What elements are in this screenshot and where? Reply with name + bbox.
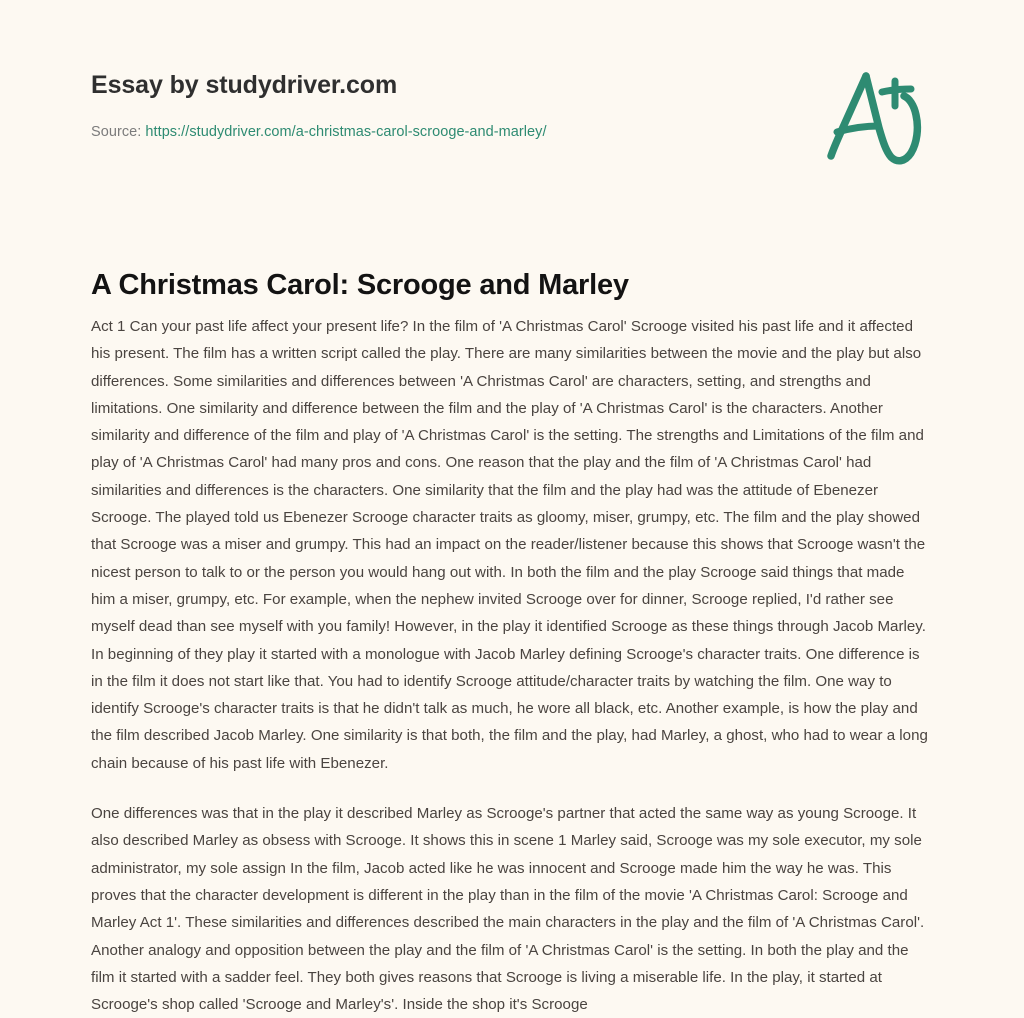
studydriver-a-plus-logo-icon bbox=[812, 58, 932, 170]
article-body bbox=[91, 313, 931, 1018]
source-label: Source: bbox=[91, 124, 142, 140]
article-paragraph: One differences was that in the play it described Marley as Scrooge's partner that acted the same way as young Scrooge. It also described Marley as obsess with Scrooge. It shows this in scene 1 Marley said, Scrooge was my sole executor, my sole administrator, my sole assign In the film, Jacob acted like he was innocent and Scrooge made him the way he was. This proves that the character development is different in the play than in the film of the movie 'A Christmas Carol: Scrooge and Marley Act 1'. These similarities and differences described the main characters in the play and the film of 'A Christmas Carol'. Another analogy and opposition between the play and the film of 'A Christmas Carol' is the setting. In both the play and the film it started with a sadder feel. They both gives reasons that Scrooge is living a miserable life. In the play, it started at Scrooge's shop called 'Scrooge and Marley's'. Inside the shop it's Scrooge bbox=[91, 805, 925, 1014]
source-url-link[interactable]: https://studydriver.com/a-christmas-carol-scrooge-and-marley/ bbox=[145, 124, 547, 140]
source-line bbox=[91, 124, 547, 140]
byline: Essay by studydriver.com bbox=[91, 71, 398, 99]
page-header bbox=[0, 0, 1024, 200]
article-paragraph: Act 1 Can your past life affect your present life? In the film of 'A Christmas Carol' Scrooge visited his past life and it affected his present. The film has a written script called the play. There are many similarities between the movie and the play but also differences. Some similarities and differences between 'A Christmas Carol' are characters, setting, and strengths and limitations. One similarity and difference between the film and the play of 'A Christmas Carol' is the characters. Another similarity and difference of the film and play of 'A Christmas Carol' is the setting. The strengths and Limitations of the film and play of 'A Christmas Carol' had many pros and cons. One reason that the play and the film of 'A Christmas Carol' had similarities and differences is the characters. One similarity that the film and the play had was the attitude of Ebenezer Scrooge. The played told us Ebenezer Scrooge character traits as gloomy, miser, grumpy, etc. The film and the play showed that Scrooge was a miser and grumpy. This had an impact on the reader/listener because this shows that Scrooge wasn't the nicest person to talk to or the person you would hang out with. In both the film and the play Scrooge said things that made him a miser, grumpy, etc. For example, when the nephew invited Scrooge over for dinner, Scrooge replied, I'd rather see myself dead than see myself with you family! However, in the play it identified Scrooge as these things through Jacob Marley. In beginning of they play it started with a monologue with Jacob Marley defining Scrooge's character traits. One difference is in the film it does not start like that. You had to identify Scrooge attitude/character traits by watching the film. One way to identify Scrooge's character traits is that he didn't talk as much, he wore all black, etc. Another example, is how the play and the film described Jacob Marley. One similarity is that both, the film and the play, had Marley, a ghost, who had to wear a long chain because of his past life with Ebenezer. bbox=[91, 318, 928, 772]
page-title: A Christmas Carol: Scrooge and Marley bbox=[91, 269, 629, 302]
